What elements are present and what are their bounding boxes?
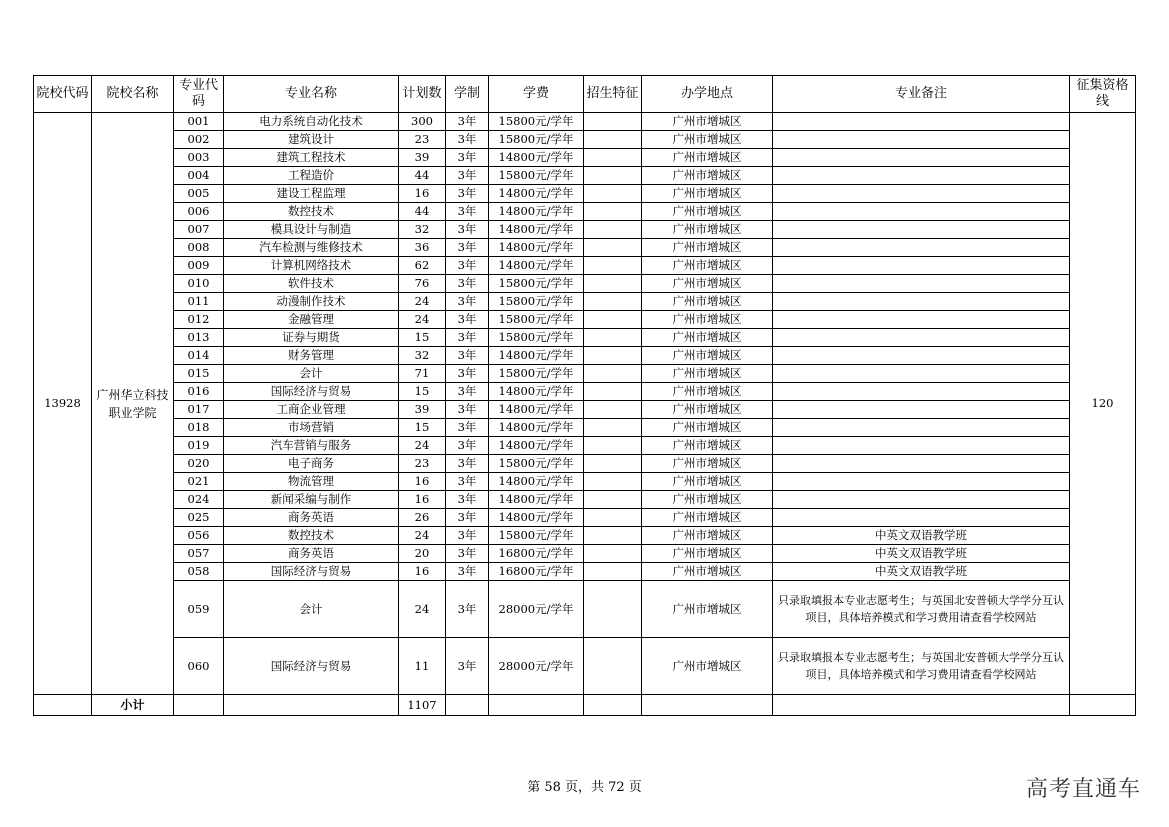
table-row	[34, 185, 1136, 203]
major-name-cell: 软件技术	[224, 275, 399, 293]
remark-cell	[773, 491, 1070, 509]
major-code-cell: 060	[174, 638, 224, 695]
duration-cell: 3年	[446, 329, 489, 347]
location-cell: 广州市增城区	[642, 131, 773, 149]
plan-cell: 26	[399, 509, 446, 527]
duration-cell: 3年	[446, 437, 489, 455]
plan-cell: 24	[399, 527, 446, 545]
plan-cell: 23	[399, 131, 446, 149]
table-row	[34, 509, 1136, 527]
plan-cell: 39	[399, 401, 446, 419]
tuition-cell: 16800元/学年	[489, 563, 584, 581]
subtotal-blank	[489, 695, 584, 716]
subtotal-row	[34, 695, 1136, 716]
header-major-code: 专业代码	[174, 76, 224, 113]
table-row	[34, 257, 1136, 275]
major-name-cell: 建筑设计	[224, 131, 399, 149]
tuition-cell: 15800元/学年	[489, 365, 584, 383]
duration-cell: 3年	[446, 239, 489, 257]
table-row	[34, 203, 1136, 221]
location-cell: 广州市增城区	[642, 383, 773, 401]
tuition-cell: 28000元/学年	[489, 581, 584, 638]
duration-cell: 3年	[446, 149, 489, 167]
major-name-cell: 工商企业管理	[224, 401, 399, 419]
tuition-cell: 15800元/学年	[489, 455, 584, 473]
duration-cell: 3年	[446, 581, 489, 638]
tuition-cell: 14800元/学年	[489, 383, 584, 401]
enroll-feature-cell	[584, 293, 642, 311]
plan-cell: 16	[399, 473, 446, 491]
major-code-cell: 056	[174, 527, 224, 545]
major-code-cell: 057	[174, 545, 224, 563]
major-name-cell: 市场营销	[224, 419, 399, 437]
duration-cell: 3年	[446, 419, 489, 437]
duration-cell: 3年	[446, 401, 489, 419]
subtotal-blank	[446, 695, 489, 716]
remark-cell	[773, 437, 1070, 455]
plan-cell: 76	[399, 275, 446, 293]
subtotal-blank	[642, 695, 773, 716]
location-cell: 广州市增城区	[642, 221, 773, 239]
tuition-cell: 14800元/学年	[489, 509, 584, 527]
major-name-cell: 财务管理	[224, 347, 399, 365]
remark-cell	[773, 419, 1070, 437]
plan-cell: 24	[399, 311, 446, 329]
duration-cell: 3年	[446, 347, 489, 365]
duration-cell: 3年	[446, 638, 489, 695]
subtotal-blank	[1070, 695, 1136, 716]
duration-cell: 3年	[446, 221, 489, 239]
location-cell: 广州市增城区	[642, 149, 773, 167]
location-cell: 广州市增城区	[642, 509, 773, 527]
location-cell: 广州市增城区	[642, 473, 773, 491]
enroll-feature-cell	[584, 131, 642, 149]
enroll-feature-cell	[584, 563, 642, 581]
location-cell: 广州市增城区	[642, 581, 773, 638]
remark-cell	[773, 239, 1070, 257]
location-cell: 广州市增城区	[642, 545, 773, 563]
major-code-cell: 011	[174, 293, 224, 311]
plan-cell: 44	[399, 203, 446, 221]
location-cell: 广州市增城区	[642, 437, 773, 455]
plan-cell: 32	[399, 221, 446, 239]
remark-cell: 中英文双语教学班	[773, 563, 1070, 581]
header-tuition: 学费	[489, 76, 584, 113]
table-row	[34, 527, 1136, 545]
remark-cell	[773, 401, 1070, 419]
plan-cell: 16	[399, 491, 446, 509]
major-name-cell: 会计	[224, 365, 399, 383]
major-code-cell: 059	[174, 581, 224, 638]
enroll-feature-cell	[584, 239, 642, 257]
major-code-cell: 013	[174, 329, 224, 347]
location-cell: 广州市增城区	[642, 419, 773, 437]
remark-cell	[773, 347, 1070, 365]
location-cell: 广州市增城区	[642, 257, 773, 275]
remark-cell	[773, 203, 1070, 221]
tuition-cell: 14800元/学年	[489, 203, 584, 221]
major-name-cell: 商务英语	[224, 545, 399, 563]
enroll-feature-cell	[584, 167, 642, 185]
enroll-feature-cell	[584, 185, 642, 203]
tuition-cell: 15800元/学年	[489, 293, 584, 311]
tuition-cell: 14800元/学年	[489, 257, 584, 275]
major-code-cell: 002	[174, 131, 224, 149]
enroll-feature-cell	[584, 311, 642, 329]
major-code-cell: 003	[174, 149, 224, 167]
plan-cell: 20	[399, 545, 446, 563]
plan-cell: 15	[399, 329, 446, 347]
tuition-cell: 14800元/学年	[489, 185, 584, 203]
school-name-cell: 广州华立科技职业学院	[92, 113, 174, 695]
tuition-cell: 28000元/学年	[489, 638, 584, 695]
major-code-cell: 021	[174, 473, 224, 491]
duration-cell: 3年	[446, 491, 489, 509]
table-row	[34, 437, 1136, 455]
plan-cell: 24	[399, 437, 446, 455]
enroll-feature-cell	[584, 275, 642, 293]
remark-cell	[773, 221, 1070, 239]
table-row	[34, 491, 1136, 509]
location-cell: 广州市增城区	[642, 347, 773, 365]
remark-cell: 中英文双语教学班	[773, 527, 1070, 545]
tuition-cell: 15800元/学年	[489, 113, 584, 131]
remark-cell	[773, 455, 1070, 473]
duration-cell: 3年	[446, 203, 489, 221]
remark-cell	[773, 473, 1070, 491]
enroll-feature-cell	[584, 638, 642, 695]
major-name-cell: 会计	[224, 581, 399, 638]
duration-cell: 3年	[446, 527, 489, 545]
remark-cell: 只录取填报本专业志愿考生；与英国北安普顿大学学分互认项目，具体培养模式和学习费用请查看学校网站	[773, 581, 1070, 638]
plan-cell: 300	[399, 113, 446, 131]
plan-cell: 62	[399, 257, 446, 275]
table-row	[34, 347, 1136, 365]
remark-cell	[773, 275, 1070, 293]
table-row	[34, 113, 1136, 131]
plan-cell: 24	[399, 293, 446, 311]
subtotal-blank	[34, 695, 92, 716]
plan-cell: 11	[399, 638, 446, 695]
table-row	[34, 401, 1136, 419]
header-min-score: 征集资格线	[1070, 76, 1136, 113]
duration-cell: 3年	[446, 185, 489, 203]
major-name-cell: 建筑工程技术	[224, 149, 399, 167]
remark-cell	[773, 329, 1070, 347]
tuition-cell: 14800元/学年	[489, 437, 584, 455]
tuition-cell: 15800元/学年	[489, 167, 584, 185]
location-cell: 广州市增城区	[642, 311, 773, 329]
major-code-cell: 012	[174, 311, 224, 329]
location-cell: 广州市增城区	[642, 167, 773, 185]
subtotal-blank	[584, 695, 642, 716]
table-row	[34, 311, 1136, 329]
enroll-feature-cell	[584, 545, 642, 563]
plan-cell: 24	[399, 581, 446, 638]
remark-cell	[773, 131, 1070, 149]
enroll-feature-cell	[584, 257, 642, 275]
page-number: 第 58 页，共 72 页	[527, 780, 642, 795]
major-name-cell: 物流管理	[224, 473, 399, 491]
major-name-cell: 证券与期货	[224, 329, 399, 347]
tuition-cell: 15800元/学年	[489, 311, 584, 329]
location-cell: 广州市增城区	[642, 563, 773, 581]
table-row	[34, 473, 1136, 491]
enroll-feature-cell	[584, 437, 642, 455]
major-name-cell: 建设工程监理	[224, 185, 399, 203]
plan-cell: 44	[399, 167, 446, 185]
enroll-feature-cell	[584, 203, 642, 221]
duration-cell: 3年	[446, 473, 489, 491]
location-cell: 广州市增城区	[642, 203, 773, 221]
major-name-cell: 新闻采编与制作	[224, 491, 399, 509]
table-row	[34, 545, 1136, 563]
enroll-feature-cell	[584, 455, 642, 473]
remark-cell	[773, 293, 1070, 311]
tuition-cell: 14800元/学年	[489, 473, 584, 491]
tuition-cell: 14800元/学年	[489, 221, 584, 239]
table-row	[34, 638, 1136, 695]
duration-cell: 3年	[446, 311, 489, 329]
plan-cell: 36	[399, 239, 446, 257]
major-code-cell: 005	[174, 185, 224, 203]
header-major-name: 专业名称	[224, 76, 399, 113]
major-code-cell: 017	[174, 401, 224, 419]
tuition-cell: 14800元/学年	[489, 239, 584, 257]
location-cell: 广州市增城区	[642, 527, 773, 545]
duration-cell: 3年	[446, 257, 489, 275]
plan-cell: 39	[399, 149, 446, 167]
header-school-code: 院校代码	[34, 76, 92, 113]
subtotal-blank	[224, 695, 399, 716]
location-cell: 广州市增城区	[642, 185, 773, 203]
location-cell: 广州市增城区	[642, 275, 773, 293]
location-cell: 广州市增城区	[642, 293, 773, 311]
table-row	[34, 167, 1136, 185]
enroll-feature-cell	[584, 329, 642, 347]
tuition-cell: 14800元/学年	[489, 419, 584, 437]
major-name-cell: 数控技术	[224, 203, 399, 221]
enroll-feature-cell	[584, 473, 642, 491]
location-cell: 广州市增城区	[642, 638, 773, 695]
remark-cell	[773, 113, 1070, 131]
location-cell: 广州市增城区	[642, 329, 773, 347]
enroll-feature-cell	[584, 365, 642, 383]
plan-cell: 16	[399, 185, 446, 203]
remark-cell	[773, 365, 1070, 383]
plan-cell: 16	[399, 563, 446, 581]
remark-cell	[773, 257, 1070, 275]
table-row	[34, 455, 1136, 473]
duration-cell: 3年	[446, 167, 489, 185]
remark-cell	[773, 311, 1070, 329]
duration-cell: 3年	[446, 563, 489, 581]
major-code-cell: 001	[174, 113, 224, 131]
table-row	[34, 239, 1136, 257]
plan-cell: 15	[399, 419, 446, 437]
major-name-cell: 国际经济与贸易	[224, 638, 399, 695]
duration-cell: 3年	[446, 113, 489, 131]
major-code-cell: 014	[174, 347, 224, 365]
tuition-cell: 16800元/学年	[489, 545, 584, 563]
tuition-cell: 14800元/学年	[489, 347, 584, 365]
location-cell: 广州市增城区	[642, 239, 773, 257]
major-code-cell: 020	[174, 455, 224, 473]
tuition-cell: 15800元/学年	[489, 275, 584, 293]
remark-cell	[773, 509, 1070, 527]
table-row	[34, 149, 1136, 167]
major-code-cell: 025	[174, 509, 224, 527]
remark-cell	[773, 167, 1070, 185]
duration-cell: 3年	[446, 293, 489, 311]
tuition-cell: 15800元/学年	[489, 527, 584, 545]
subtotal-blank	[174, 695, 224, 716]
major-name-cell: 商务英语	[224, 509, 399, 527]
table-body	[34, 113, 1136, 716]
subtotal-blank	[773, 695, 1070, 716]
major-name-cell: 国际经济与贸易	[224, 383, 399, 401]
duration-cell: 3年	[446, 131, 489, 149]
plan-cell: 32	[399, 347, 446, 365]
header-row	[34, 76, 1136, 113]
location-cell: 广州市增城区	[642, 365, 773, 383]
tuition-cell: 15800元/学年	[489, 131, 584, 149]
duration-cell: 3年	[446, 545, 489, 563]
major-name-cell: 电力系统自动化技术	[224, 113, 399, 131]
major-name-cell: 动漫制作技术	[224, 293, 399, 311]
duration-cell: 3年	[446, 383, 489, 401]
enroll-feature-cell	[584, 221, 642, 239]
min-score-cell: 120	[1070, 113, 1136, 695]
major-code-cell: 010	[174, 275, 224, 293]
table-row	[34, 221, 1136, 239]
enroll-feature-cell	[584, 509, 642, 527]
remark-cell: 中英文双语教学班	[773, 545, 1070, 563]
enroll-feature-cell	[584, 401, 642, 419]
header-remark: 专业备注	[773, 76, 1070, 113]
major-code-cell: 015	[174, 365, 224, 383]
enroll-feature-cell	[584, 383, 642, 401]
plan-cell: 71	[399, 365, 446, 383]
major-name-cell: 数控技术	[224, 527, 399, 545]
major-code-cell: 009	[174, 257, 224, 275]
tuition-cell: 14800元/学年	[489, 149, 584, 167]
table-row	[34, 365, 1136, 383]
tuition-cell: 14800元/学年	[489, 491, 584, 509]
subtotal-plan: 1107	[399, 695, 446, 716]
header-enroll-feature: 招生特征	[584, 76, 642, 113]
header-location: 办学地点	[642, 76, 773, 113]
major-name-cell: 工程造价	[224, 167, 399, 185]
plan-cell: 23	[399, 455, 446, 473]
major-code-cell: 058	[174, 563, 224, 581]
major-code-cell: 007	[174, 221, 224, 239]
remark-cell: 只录取填报本专业志愿考生；与英国北安普顿大学学分互认项目，具体培养模式和学习费用请查看学校网站	[773, 638, 1070, 695]
major-name-cell: 电子商务	[224, 455, 399, 473]
major-code-cell: 016	[174, 383, 224, 401]
location-cell: 广州市增城区	[642, 455, 773, 473]
major-code-cell: 018	[174, 419, 224, 437]
major-name-cell: 模具设计与制造	[224, 221, 399, 239]
duration-cell: 3年	[446, 365, 489, 383]
major-code-cell: 006	[174, 203, 224, 221]
plan-cell: 15	[399, 383, 446, 401]
enroll-feature-cell	[584, 419, 642, 437]
major-name-cell: 汽车营销与服务	[224, 437, 399, 455]
enroll-feature-cell	[584, 491, 642, 509]
header-plan: 计划数	[399, 76, 446, 113]
major-code-cell: 024	[174, 491, 224, 509]
header-duration: 学制	[446, 76, 489, 113]
table-row	[34, 383, 1136, 401]
remark-cell	[773, 383, 1070, 401]
major-code-cell: 008	[174, 239, 224, 257]
table-row	[34, 329, 1136, 347]
location-cell: 广州市增城区	[642, 401, 773, 419]
major-code-cell: 004	[174, 167, 224, 185]
table-row	[34, 131, 1136, 149]
location-cell: 广州市增城区	[642, 113, 773, 131]
table-row	[34, 419, 1136, 437]
major-name-cell: 金融管理	[224, 311, 399, 329]
subtotal-label: 小计	[92, 695, 174, 716]
duration-cell: 3年	[446, 275, 489, 293]
watermark: 高考直通车	[1025, 777, 1141, 802]
school-code-cell: 13928	[34, 113, 92, 695]
major-name-cell: 计算机网络技术	[224, 257, 399, 275]
enroll-feature-cell	[584, 347, 642, 365]
location-cell: 广州市增城区	[642, 491, 773, 509]
enroll-feature-cell	[584, 527, 642, 545]
remark-cell	[773, 149, 1070, 167]
major-name-cell: 国际经济与贸易	[224, 563, 399, 581]
major-code-cell: 019	[174, 437, 224, 455]
table-row	[34, 581, 1136, 638]
enroll-feature-cell	[584, 581, 642, 638]
duration-cell: 3年	[446, 455, 489, 473]
enroll-feature-cell	[584, 113, 642, 131]
enroll-feature-cell	[584, 149, 642, 167]
major-name-cell: 汽车检测与维修技术	[224, 239, 399, 257]
admission-table	[33, 75, 1136, 716]
remark-cell	[773, 185, 1070, 203]
table-row	[34, 563, 1136, 581]
table-row	[34, 275, 1136, 293]
header-school-name: 院校名称	[92, 76, 174, 113]
tuition-cell: 15800元/学年	[489, 329, 584, 347]
tuition-cell: 14800元/学年	[489, 401, 584, 419]
duration-cell: 3年	[446, 509, 489, 527]
table-row	[34, 293, 1136, 311]
